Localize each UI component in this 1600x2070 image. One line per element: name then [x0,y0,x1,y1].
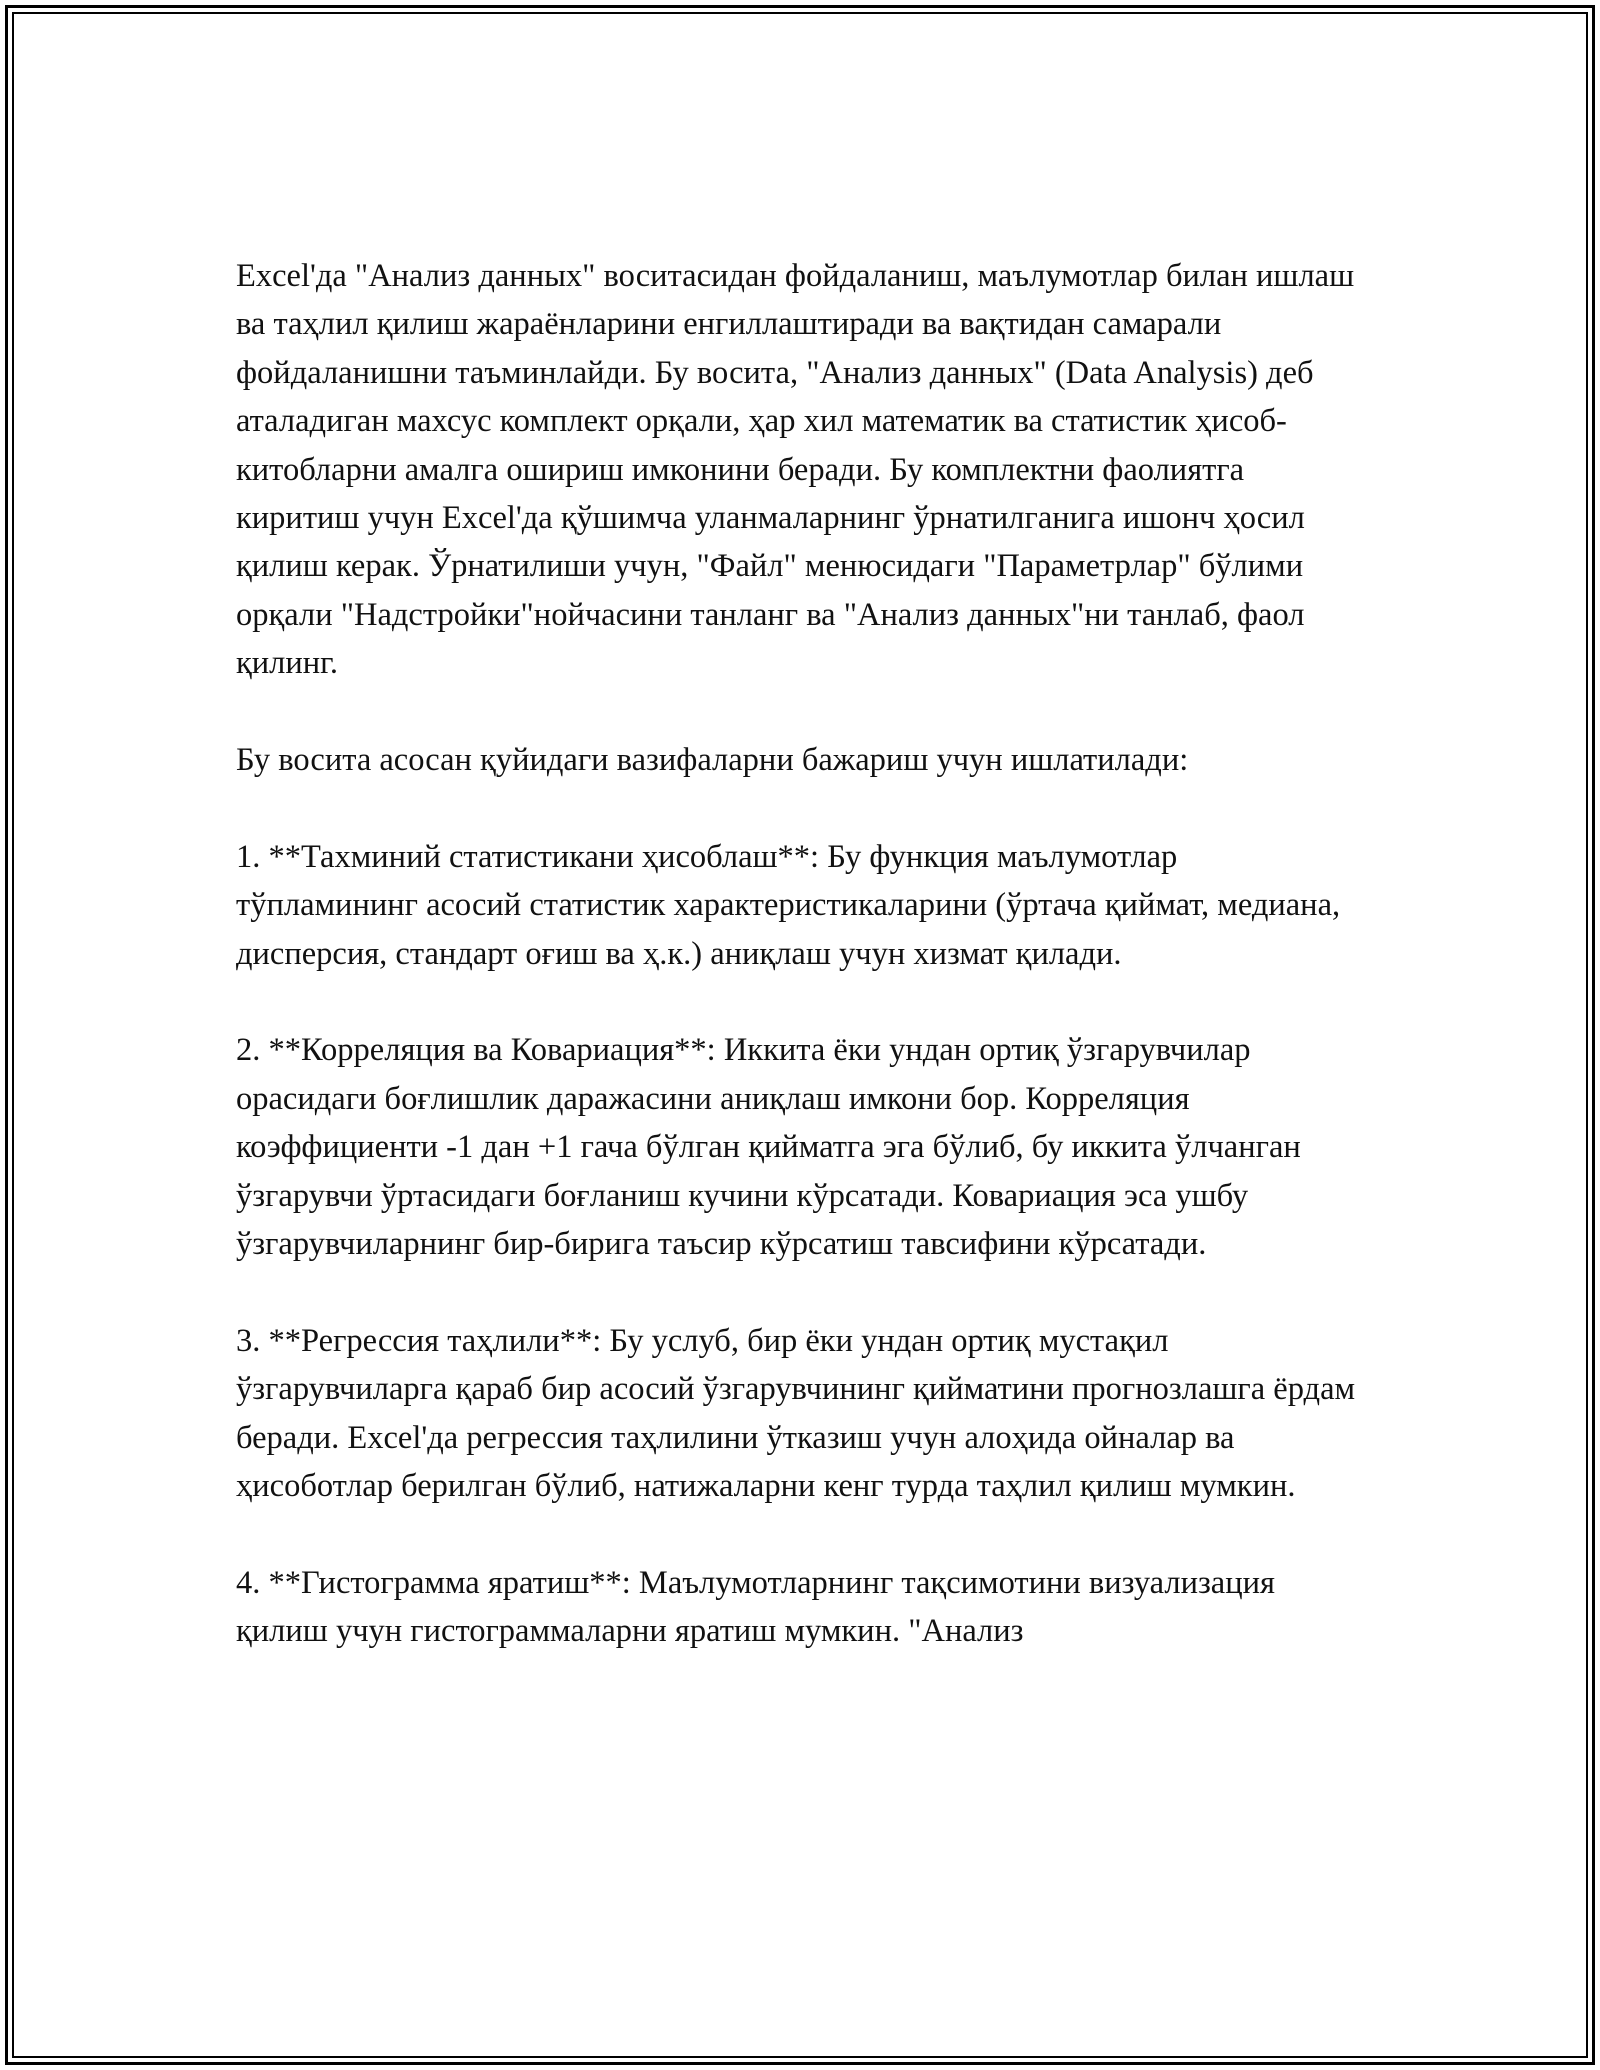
paragraph-item-4: 4. **Гистограмма яратиш**: Маълумотларнинг тақсимотини визуализация қилиш учун гистограммаларни яратиш мумкин. "Анализ [236,1564,1275,1650]
paragraph-item-1: 1. **Тахминий статистикани ҳисоблаш**: Бу функция маълумотлар тўпламининг асосий статистик характеристикаларини (ўртача қиймат, медиана, дисперсия, стандарт оғиш ва ҳ.к.) аниқлаш учун хизмат қилади. [236,838,1341,972]
paragraph-item-2: 2. **Корреляция ва Ковариация**: Иккита ёки ундан ортиқ ўзгарувчилар орасидаги боғлишлик даражасини аниқлаш имкони бор. Корреляция коэффициенти -1 дан +1 гача бўлган қийматга эга бўлиб, бу иккита ўлчанган ўзгарувчи ўртасидаги боғланиш кучини кўрсатади. Ковариация эса ушбу ўзгарувчиларнинг бир-бирига таъсир кўрсатиш тавсифини кўрсатади. [236,1032,1301,1263]
paragraph-item-3: 3. **Регрессия таҳлили**: Бу услуб, бир ёки ундан ортиқ мустақил ўзгарувчиларга қараб бир асосий ўзгарувчининг қийматини прогнозлашга ёрдам беради. Excel'да регрессия таҳлилини ўтказиш учун алоҳида ойналар ва ҳисоботлар берилган бўлиб, натижаларни кенг турда таҳлил қилиш мумкин. [236,1322,1356,1505]
paragraph-intro: Excel'да "Анализ данных" воситасидан фойдаланиш, маълумотлар билан ишлаш ва таҳлил қилиш жараёнларини енгиллаштиради ва вақтидан самарали фойдаланишни таъминлайди. Бу восита, "Анализ данных" (Data Analysis) деб аталадиган махсус комплект орқали, ҳар хил математик ва статистик ҳисоб-китобларни амалга ошириш имконини беради. Бу комплектни фаолиятга киритиш учун Excel'да қўшимча уланмаларнинг ўрнатилганига ишонч ҳосил қилиш керак. Ўрнатилиши учун, "Файл" менюсидаги "Параметрлар" бўлими орқали "Надстройки"нойчасини танланг ва "Анализ данных"ни танлаб, фаол қилинг. [236,258,1355,682]
document-body [236,252,1366,1656]
paragraph-tasks-heading: Бу восита асосан қуйидаги вазифаларни бажариш учун ишлатилади: [236,742,1189,779]
